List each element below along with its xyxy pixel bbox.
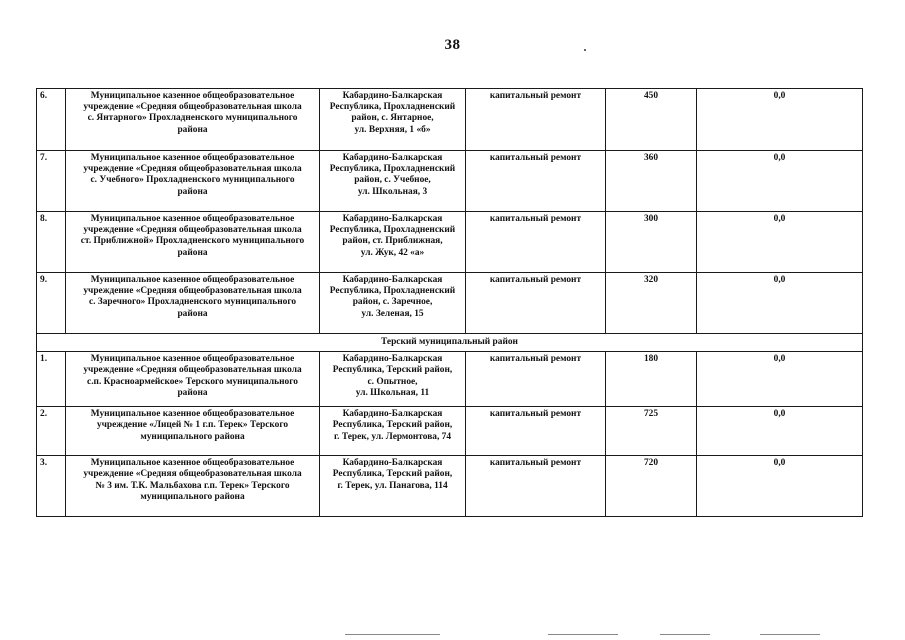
institution-name-line: с. Учебного» Прохладненского муниципального: [90, 175, 295, 186]
budget-value: 0,0: [697, 407, 863, 456]
institution-name-line: учреждение «Средняя общеобразовательная школа: [83, 469, 302, 480]
institution-name-line: муниципального района: [140, 491, 245, 502]
scan-speck: [584, 49, 586, 51]
table-row: [37, 212, 863, 273]
institution-address-line: район, ст. Приближная,: [342, 236, 443, 247]
work-type: капитальный ремонт: [466, 456, 606, 517]
institution-name-line: учреждение «Средняя общеобразовательная школа: [83, 286, 302, 297]
row-number: 9.: [37, 273, 66, 334]
institution-address-line: Республика, Прохладненский: [329, 225, 456, 236]
section-title: Терский муниципальный район: [37, 334, 863, 352]
institution-address: [320, 407, 466, 456]
institution-name-line: Муниципальное казенное общеобразовательное: [90, 153, 295, 163]
amount-value: 450: [606, 89, 697, 151]
budget-value: 0,0: [697, 89, 863, 151]
institution-address-line: Кабардино-Балкарская: [342, 409, 443, 420]
institution-address-line: Кабардино-Балкарская: [342, 458, 443, 469]
work-type: капитальный ремонт: [466, 89, 606, 151]
work-type: капитальный ремонт: [466, 352, 606, 407]
institution-name-line: с. Заречного» Прохладненского муниципального: [88, 297, 297, 308]
institution-name-line: района: [177, 387, 208, 398]
institution-name-line: № 3 им. Т.К. Мальбахова г.п. Терек» Терского: [95, 480, 290, 491]
amount-value: 725: [606, 407, 697, 456]
institution-name-line: учреждение «Средняя общеобразовательная школа: [83, 102, 302, 113]
institution-address-line: ул. Верхняя, 1 «б»: [354, 124, 431, 135]
amount-value: 720: [606, 456, 697, 517]
institution-address-line: Республика, Прохладненский: [329, 164, 456, 175]
institution-name: [66, 407, 320, 456]
institution-address-line: район, с. Заречное,: [352, 297, 433, 308]
row-number: 3.: [37, 456, 66, 517]
amount-value: 360: [606, 151, 697, 212]
institution-address-line: Кабардино-Балкарская: [342, 354, 443, 365]
institution-name-line: учреждение «Средняя общеобразовательная школа: [83, 225, 302, 236]
work-type: капитальный ремонт: [466, 151, 606, 212]
institution-address-line: Республика, Прохладненский: [329, 102, 456, 113]
institution-address-line: г. Терек, ул. Лермонтова, 74: [333, 431, 452, 442]
institution-name: [66, 151, 320, 212]
table-row: [37, 407, 863, 456]
institution-address: [320, 352, 466, 407]
institution-address-line: г. Терек, ул. Панагова, 114: [337, 480, 448, 491]
institution-address-line: с. Опытное,: [367, 376, 418, 387]
page-number: 38: [444, 37, 461, 53]
institution-name-line: района: [177, 247, 208, 258]
table-row: [37, 273, 863, 334]
institution-address-line: район, с. Янтарное,: [351, 113, 434, 124]
institution-name-line: Муниципальное казенное общеобразовательное: [90, 458, 295, 469]
row-number: 8.: [37, 212, 66, 273]
institution-address-line: ул. Школьная, 11: [355, 387, 430, 398]
institution-address: [320, 89, 466, 151]
institution-name: [66, 273, 320, 334]
budget-value: 0,0: [697, 212, 863, 273]
budget-value: 0,0: [697, 151, 863, 212]
table-row: [37, 89, 863, 151]
institution-name-line: учреждение «Лицей № 1 г.п. Терек» Терского: [96, 420, 289, 431]
institution-name-line: Муниципальное казенное общеобразовательное: [90, 214, 295, 224]
institution-name-line: района: [177, 124, 208, 135]
institution-address: [320, 456, 466, 517]
institution-address-line: Республика, Терский район,: [332, 420, 453, 431]
table-row: [37, 352, 863, 407]
institution-name-line: с.п. Красноармейское» Терского муниципального: [87, 376, 298, 387]
institution-address-line: Республика, Терский район,: [332, 365, 453, 376]
institution-address-line: ул. Школьная, 3: [357, 186, 428, 197]
institution-address: [320, 212, 466, 273]
institution-address-line: ул. Зеленая, 15: [361, 308, 424, 319]
institution-name-line: Муниципальное казенное общеобразовательное: [90, 354, 295, 365]
institution-address-line: Кабардино-Балкарская: [342, 91, 443, 101]
budget-value: 0,0: [697, 352, 863, 407]
institution-address-line: ул. Жук, 42 «а»: [360, 247, 425, 258]
institution-name-line: Муниципальное казенное общеобразовательное: [90, 91, 295, 101]
institution-name-line: с. Янтарного» Прохладненского муниципального: [87, 113, 298, 124]
row-number: 1.: [37, 352, 66, 407]
institution-address-line: район, с. Учебное,: [354, 175, 431, 186]
institution-name-line: Муниципальное казенное общеобразовательное: [90, 409, 295, 420]
institution-name-line: района: [177, 186, 208, 197]
row-number: 2.: [37, 407, 66, 456]
institution-address: [320, 151, 466, 212]
work-type: капитальный ремонт: [466, 273, 606, 334]
institution-name: [66, 352, 320, 407]
institution-address-line: Республика, Терский район,: [332, 469, 453, 480]
amount-value: 180: [606, 352, 697, 407]
institution-address-line: Кабардино-Балкарская: [342, 153, 443, 163]
institution-name-line: Муниципальное казенное общеобразовательное: [90, 275, 295, 285]
institution-name-line: муниципального района: [140, 431, 245, 442]
institution-name: [66, 89, 320, 151]
row-number: 7.: [37, 151, 66, 212]
table-row: [37, 456, 863, 517]
budget-value: 0,0: [697, 456, 863, 517]
table-row: [37, 151, 863, 212]
budget-value: 0,0: [697, 273, 863, 334]
objects-table: [36, 88, 863, 517]
institution-address: [320, 273, 466, 334]
row-number: 6.: [37, 89, 66, 151]
work-type: капитальный ремонт: [466, 407, 606, 456]
amount-value: 320: [606, 273, 697, 334]
scan-footer-lines: [0, 634, 905, 636]
institution-name-line: ст. Приближной» Прохладненского муниципального: [80, 236, 305, 247]
institution-name: [66, 456, 320, 517]
section-row: [37, 334, 863, 352]
work-type: капитальный ремонт: [466, 212, 606, 273]
institution-name-line: района: [177, 308, 208, 319]
institution-address-line: Республика, Прохладненский: [329, 286, 456, 297]
institution-name: [66, 212, 320, 273]
institution-name-line: учреждение «Средняя общеобразовательная школа: [83, 164, 302, 175]
institution-address-line: Кабардино-Балкарская: [342, 214, 443, 224]
institution-address-line: Кабардино-Балкарская: [342, 275, 443, 285]
institution-name-line: учреждение «Средняя общеобразовательная школа: [83, 365, 302, 376]
amount-value: 300: [606, 212, 697, 273]
